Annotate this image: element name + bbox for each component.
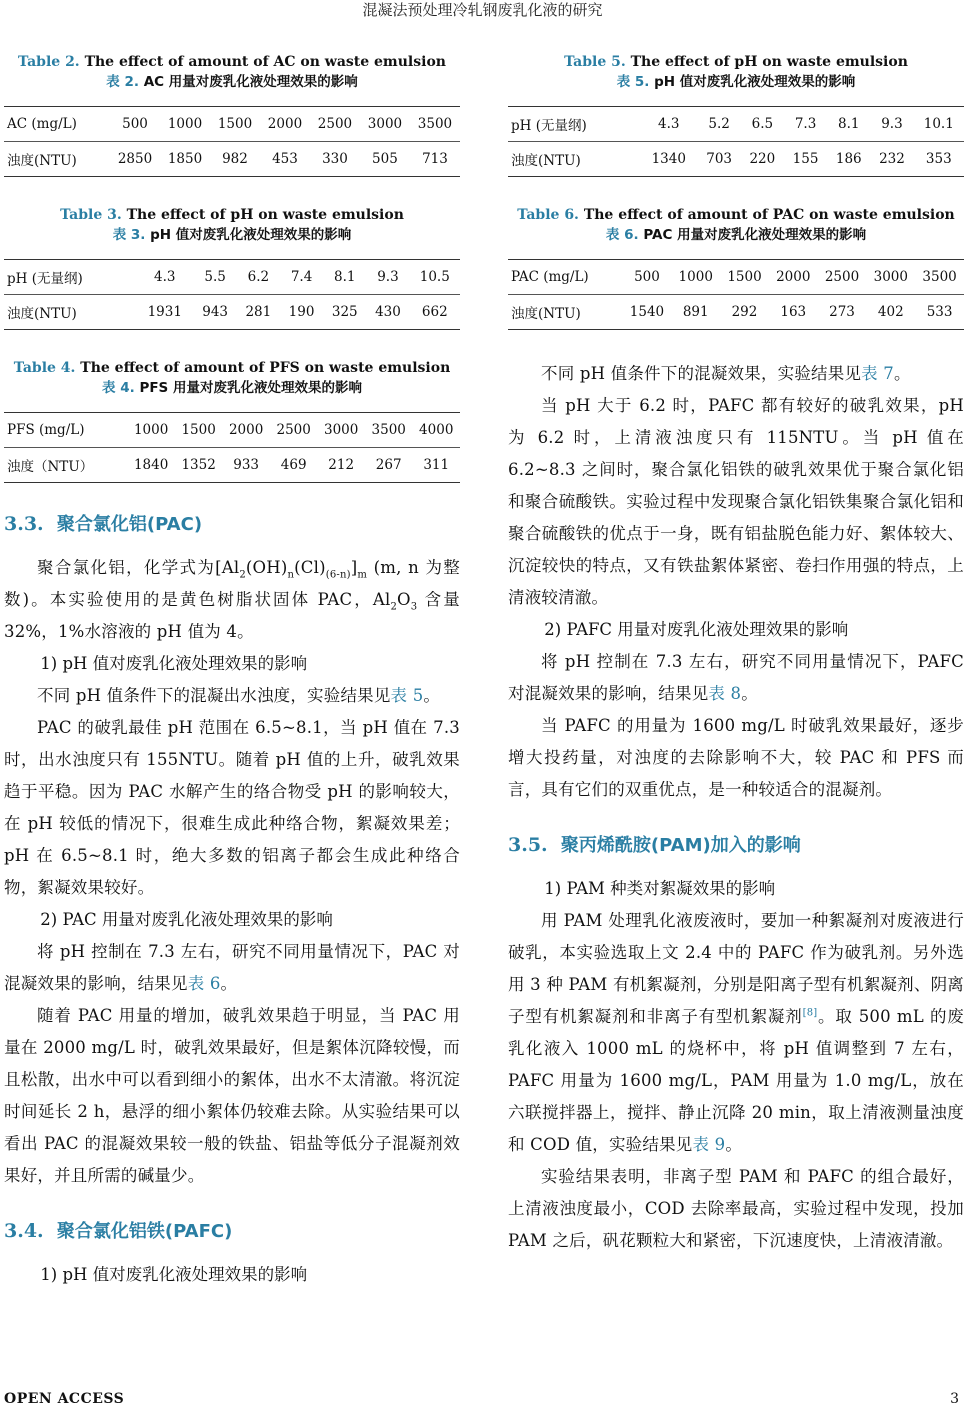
table-cell: 3500 (410, 107, 460, 142)
table-8-link[interactable]: 表 8 (708, 684, 742, 703)
table-cell: 1840 (133, 457, 169, 473)
table-3-caption: Table 3. The effect of pH on waste emulsion 表 3. pH 值对废乳化液处理效果的影响 (60, 207, 404, 243)
paragraph: 不同 pH 值条件下的混凝出水浊度，实验结果见表 5。 (37, 686, 441, 705)
table-cell: 10.1 (914, 107, 964, 142)
table-5 (508, 106, 964, 177)
subheading: 1) pH 值对废乳化液处理效果的影响 (40, 654, 308, 673)
subheading: 1) PAM 种类对絮凝效果的影响 (544, 879, 776, 898)
table-row (508, 260, 964, 295)
table-cell: 1352 (181, 457, 216, 473)
table-cell: 5.2 (698, 107, 741, 142)
table-cell: 330 (322, 151, 348, 167)
section-3-3-heading: 3.3. 聚合氯化铝(PAC) (4, 513, 203, 535)
table-cell: 6.2 (237, 260, 280, 295)
table-cell: 4000 (412, 413, 460, 448)
table-4 (4, 412, 460, 483)
table-row (508, 142, 964, 177)
subheading: 1) pH 值对废乳化液处理效果的影响 (40, 1265, 308, 1284)
table-cell: 9.3 (870, 107, 913, 142)
table-9-link[interactable]: 表 9 (692, 1135, 726, 1154)
paragraph: 聚合氯化铝，化学式为$[Al_2(OH)_n(Cl)_{(6-n)}]_m$ (m, n 为整数)。本实验使用的是黄色树脂状固体 PAC，$Al_2O_3$ 含量 32%，1%水溶液的 pH 值为 4。 (4, 558, 460, 641)
row-label: pH (无量纲) (4, 260, 136, 295)
table-cell: 10.5 (410, 260, 460, 295)
paragraph: PAC 的破乳最佳 pH 范围在 6.5~8.1，当 pH 值在 7.3 时，出水浊度只有 155NTU。随着 pH 值的上升，破乳效果趋于平稳。因为 PAC 水解产生的络合物受 pH 的影响较大，在 pH 较低的情况下，很难生成此种络合物，絮凝效果差；pH 在 6.5~8.1 时，绝大多数的铝离子都会生成此种络合物，絮凝效果较好。 (4, 718, 460, 897)
table-row (4, 413, 460, 448)
paragraph: 随着 PAC 用量的增加，破乳效果趋于明显，当 PAC 用量在 2000 mg/L 时，破乳效果最好，但是絮体沉降较慢，而且松散，出水中可以看到细小的絮体，出水不太清澈。将沉淀时间延长 2 h，悬浮的细小絮体仍较难去除。从实验结果可以看出 PAC 的混凝效果较一般的铁盐、铝盐等低分子混凝剂效果好，并且所需的碱量少。 (4, 1006, 460, 1185)
table-cell: 281 (245, 304, 272, 320)
table-row (4, 448, 460, 483)
right-column (508, 52, 964, 1257)
table-cell: 8.1 (323, 260, 366, 295)
table-row (4, 142, 460, 177)
table-cell: 430 (375, 304, 401, 320)
running-header: 混凝法预处理冷轧钢废乳化液的研究 (362, 1, 603, 19)
table-row (508, 107, 964, 142)
table-cell: 325 (331, 304, 358, 320)
table-cell: 1931 (147, 304, 182, 320)
section-3-5-heading: 3.5. 聚丙烯酰胺(PAM)加入的影响 (508, 834, 801, 856)
table-cell: 453 (272, 151, 298, 167)
table-cell: 3000 (866, 260, 915, 295)
table-cell: 1850 (167, 151, 203, 167)
table-cell: 5.5 (194, 260, 237, 295)
table-cell: 2000 (769, 260, 818, 295)
table-cell: 2500 (818, 260, 867, 295)
table-3 (4, 259, 460, 330)
table-cell: 891 (682, 304, 709, 320)
table-cell: 186 (835, 151, 862, 167)
table-cell: 662 (421, 304, 448, 320)
table-2 (4, 106, 460, 177)
table-cell: 2500 (270, 413, 318, 448)
row-label: PFS (mg/L) (4, 413, 127, 448)
table-cell: 267 (375, 457, 402, 473)
table-6 (508, 259, 964, 330)
table-cell: 1500 (175, 413, 223, 448)
paragraph: 将 pH 控制在 7.3 左右，研究不同用量情况下，PAFC 对混凝效果的影响，结果见表 8。 (508, 652, 964, 703)
table-cell: 500 (623, 260, 672, 295)
table-cell: 7.3 (784, 107, 827, 142)
table-cell: 469 (280, 457, 307, 473)
paragraph: 当 pH 大于 6.2 时，PAFC 都有较好的破乳效果，pH 为 6.2 时，上清液浊度只有 115NTU。当 pH 值在 6.2~8.3 之间时，聚合氯化铝铁的破乳效果优于聚合氯化铝和聚合硫酸铁。实验过程中发现聚合氯化铝铁集聚合氯化铝和聚合硫酸铁的优点于一身，既有铝盐脱色能力好、絮体较大、沉淀较快的特点，又有铁盐絮体紧密、卷扫作用强的特点，上清液较清澈。 (508, 396, 964, 607)
row-label: 浊度（NTU） (7, 459, 94, 475)
table-6-caption: Table 6. The effect of amount of PAC on waste emulsion 表 6. PAC 用量对废乳化液处理效果的影响 (517, 207, 955, 243)
table-row (4, 107, 460, 142)
table-cell: 943 (202, 304, 229, 320)
subheading: 2) PAFC 用量对废乳化液处理效果的影响 (544, 620, 849, 639)
table-2-caption: Table 2. The effect of amount of AC on waste emulsion 表 2. AC 用量对废乳化液处理效果的影响 (18, 54, 446, 90)
table-cell: 353 (925, 151, 952, 167)
table-cell: 190 (288, 304, 315, 320)
table-cell: 2000 (222, 413, 270, 448)
row-label: pH (无量纲) (508, 107, 640, 142)
table-cell: 4.3 (640, 107, 698, 142)
table-cell: 703 (706, 151, 733, 167)
table-cell: 3000 (317, 413, 365, 448)
table-row (4, 295, 460, 330)
row-label: 浊度(NTU) (511, 306, 581, 322)
table-cell: 3000 (360, 107, 410, 142)
table-cell: 232 (879, 151, 905, 167)
table-cell: 1540 (629, 304, 665, 320)
table-cell: 3500 (365, 413, 413, 448)
table-cell: 533 (926, 304, 953, 320)
table-cell: 500 (110, 107, 160, 142)
table-cell: 2850 (117, 151, 153, 167)
page-number: 3 (950, 1391, 959, 1407)
table-row (508, 295, 964, 330)
table-cell: 273 (829, 304, 855, 320)
paragraph: 将 pH 控制在 7.3 左右，研究不同用量情况下，PAC 对混凝效果的影响，结果见表 6。 (4, 942, 460, 993)
table-cell: 7.4 (280, 260, 323, 295)
table-cell: 1340 (651, 151, 686, 167)
paragraph: 用 PAM 处理乳化液废液时，要加一种絮凝剂对废液进行破乳，本实验选取上文 2.4 中的 PAFC 作为破乳剂。另外选用 3 种 PAM 有机絮凝剂，分别是阳离子型有机絮凝剂、阴离子型有机絮凝剂和非离子有型机絮凝剂[8]。取 500 mL 的废乳化液入 1000 mL 的烧杯中，将 pH 值调整到 7 左右，PAFC 用量为 1600 mg/L，PAM 用量为 1.0 mg/L，放在六联搅拌器上，搅拌、静止沉降 20 min，取上清液测量浊度和 COD 值，实验结果见表 9。 (508, 911, 964, 1154)
row-label: 浊度(NTU) (7, 306, 77, 322)
table-4-caption: Table 4. The effect of amount of PFS on waste emulsion 表 4. PFS 用量对废乳化液处理效果的影响 (13, 360, 451, 396)
table-cell: 9.3 (366, 260, 409, 295)
paragraph: 当 PAFC 的用量为 1600 mg/L 时破乳效果最好，逐步增大投药量，对浊度的去除影响不大，较 PAC 和 PFS 而言，具有它们的双重优点，是一种较适合的混凝剂。 (508, 716, 964, 799)
table-cell: 2500 (310, 107, 360, 142)
table-cell: 3500 (915, 260, 964, 295)
table-cell: 982 (222, 151, 248, 167)
subheading: 2) PAC 用量对废乳化液处理效果的影响 (40, 910, 333, 929)
row-label: PAC (mg/L) (508, 260, 623, 295)
table-cell: 2000 (260, 107, 310, 142)
table-cell: 1500 (210, 107, 260, 142)
table-cell: 933 (233, 457, 260, 473)
paragraph: 实验结果表明，非离子型 PAM 和 PAFC 的组合最好，上清液浊度最小，COD 去除率最高，实验过程中发现，投加 PAM 之后，矾花颗粒大和紧密，下沉速度快，上清液清澈。 (508, 1167, 964, 1250)
table-cell: 4.3 (136, 260, 194, 295)
table-cell: 713 (422, 151, 448, 167)
table-row (4, 260, 460, 295)
table-cell: 505 (372, 151, 398, 167)
table-cell: 220 (749, 151, 776, 167)
table-6-link[interactable]: 表 6 (187, 974, 221, 993)
table-cell: 1000 (127, 413, 175, 448)
left-column (4, 52, 460, 1291)
row-label: AC (mg/L) (4, 107, 110, 142)
table-5-caption: Table 5. The effect of pH on waste emulsion 表 5. pH 值对废乳化液处理效果的影响 (564, 54, 908, 90)
section-3-4-heading: 3.4. 聚合氯化铝铁(PAFC) (4, 1220, 233, 1242)
table-cell: 212 (328, 457, 355, 473)
table-cell: 6.5 (741, 107, 784, 142)
table-cell: 1000 (160, 107, 210, 142)
table-5-link[interactable]: 表 5 (390, 686, 424, 705)
table-cell: 311 (423, 457, 450, 473)
row-label: 浊度(NTU) (511, 153, 581, 169)
citation-8[interactable]: [8] (802, 1007, 818, 1019)
table-cell: 8.1 (827, 107, 870, 142)
open-access-footer: OPEN ACCESS (4, 1391, 125, 1407)
table-cell: 292 (731, 304, 758, 320)
table-cell: 1000 (671, 260, 720, 295)
row-label: 浊度(NTU) (7, 153, 77, 169)
table-cell: 1500 (720, 260, 769, 295)
table-7-link[interactable]: 表 7 (861, 364, 894, 383)
table-cell: 163 (780, 304, 807, 320)
paragraph: 不同 pH 值条件下的混凝效果，实验结果见表 7。 (541, 364, 911, 383)
table-cell: 402 (877, 304, 904, 320)
table-cell: 155 (792, 151, 819, 167)
